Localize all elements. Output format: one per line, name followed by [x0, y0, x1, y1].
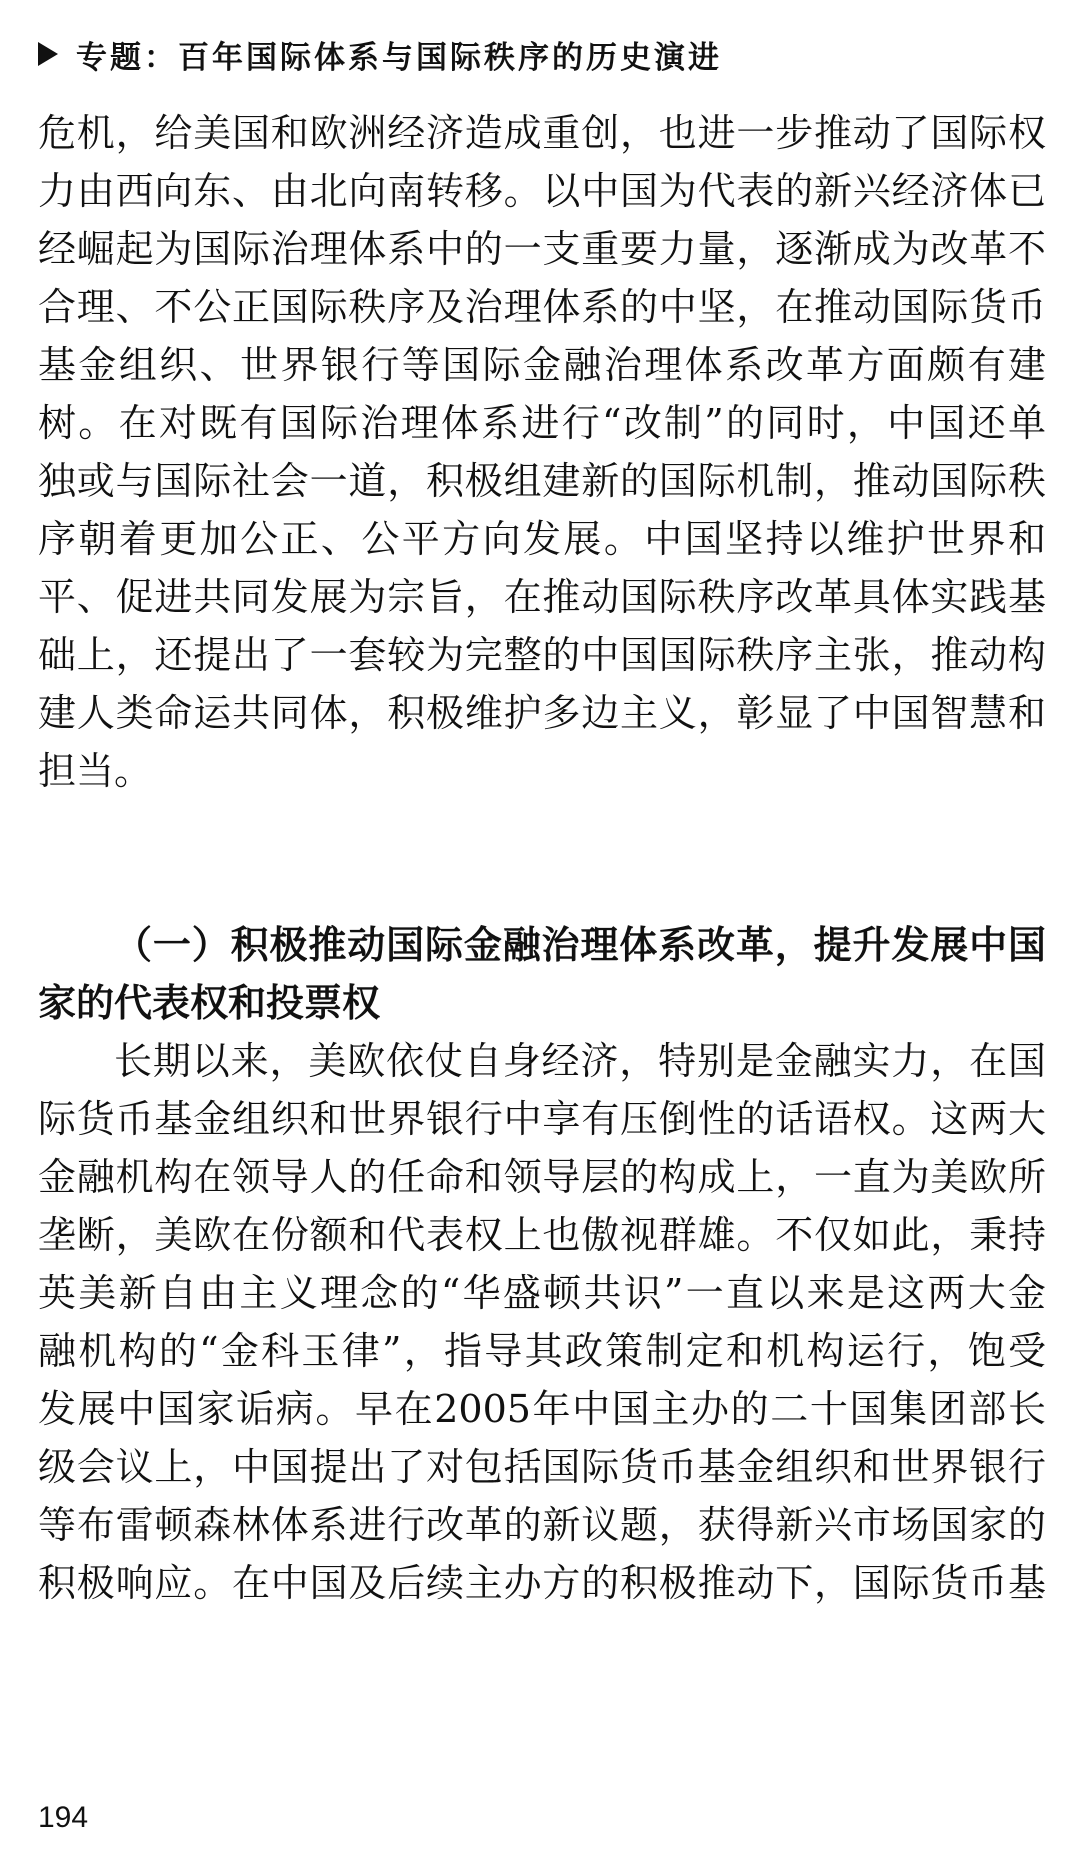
section-heading-line: 家的代表权和投票权: [38, 981, 381, 1025]
text-line: 融机构的“金科玉律”，指导其政策制定和机构运行，饱受: [38, 1329, 1046, 1373]
text-line: 担当。: [38, 749, 153, 793]
text-line: 英美新自由主义理念的“华盛顿共识”一直以来是这两大金: [38, 1271, 1046, 1315]
text-line: 发展中国家诟病。早在2005年中国主办的二十国集团部长: [38, 1387, 1046, 1431]
running-header: [38, 30, 1048, 78]
text-line: 树。在对既有国际治理体系进行“改制”的同时，中国还单: [38, 401, 1046, 445]
text-line: 等布雷顿森林体系进行改革的新议题，获得新兴市场国家的: [38, 1503, 1046, 1547]
text-line: 金融机构在领导人的任命和领导层的构成上，一直为美欧所: [38, 1155, 1046, 1199]
section-spacer: [38, 800, 1046, 916]
text-line: 垄断，美欧在份额和代表权上也傲视群雄。不仅如此，秉持: [38, 1213, 1046, 1257]
text-line: 基金组织、世界银行等国际金融治理体系改革方面颇有建: [38, 343, 1046, 387]
page-content: [38, 104, 1046, 1612]
text-line: 础上，还提出了一套较为完整的中国国际秩序主张，推动构: [38, 633, 1046, 677]
paragraph-1: [38, 104, 1046, 800]
text-line: 长期以来，美欧依仗自身经济，特别是金融实力，在国: [114, 1039, 1046, 1083]
text-line: 危机，给美国和欧洲经济造成重创，也进一步推动了国际权: [38, 111, 1046, 155]
text-line: 独或与国际社会一道，积极组建新的国际机制，推动国际秩: [38, 459, 1046, 503]
text-line: 序朝着更加公正、公平方向发展。中国坚持以维护世界和: [38, 517, 1046, 561]
section-heading: [38, 916, 1046, 1032]
page-number: 194: [38, 1801, 89, 1834]
running-header-title: 专题：百年国际体系与国际秩序的历史演进: [76, 39, 722, 76]
text-line: 积极响应。在中国及后续主办方的积极推动下，国际货币基: [38, 1561, 1046, 1605]
text-line: 合理、不公正国际秩序及治理体系的中坚，在推动国际货币: [38, 285, 1046, 329]
text-line: 经崛起为国际治理体系中的一支重要力量，逐渐成为改革不: [38, 227, 1046, 271]
text-line: 建人类命运共同体，积极维护多边主义，彰显了中国智慧和: [38, 691, 1046, 735]
text-line: 力由西向东、由北向南转移。以中国为代表的新兴经济体已: [38, 169, 1046, 213]
section-heading-line: （一）积极推动国际金融治理体系改革，提升发展中国: [114, 923, 1046, 967]
paragraph-2: [38, 1032, 1046, 1612]
text-line: 际货币基金组织和世界银行中享有压倒性的话语权。这两大: [38, 1097, 1046, 1141]
play-triangle-icon: [38, 42, 58, 66]
text-line: 平、促进共同发展为宗旨，在推动国际秩序改革具体实践基: [38, 575, 1046, 619]
text-line: 级会议上，中国提出了对包括国际货币基金组织和世界银行: [38, 1445, 1046, 1489]
